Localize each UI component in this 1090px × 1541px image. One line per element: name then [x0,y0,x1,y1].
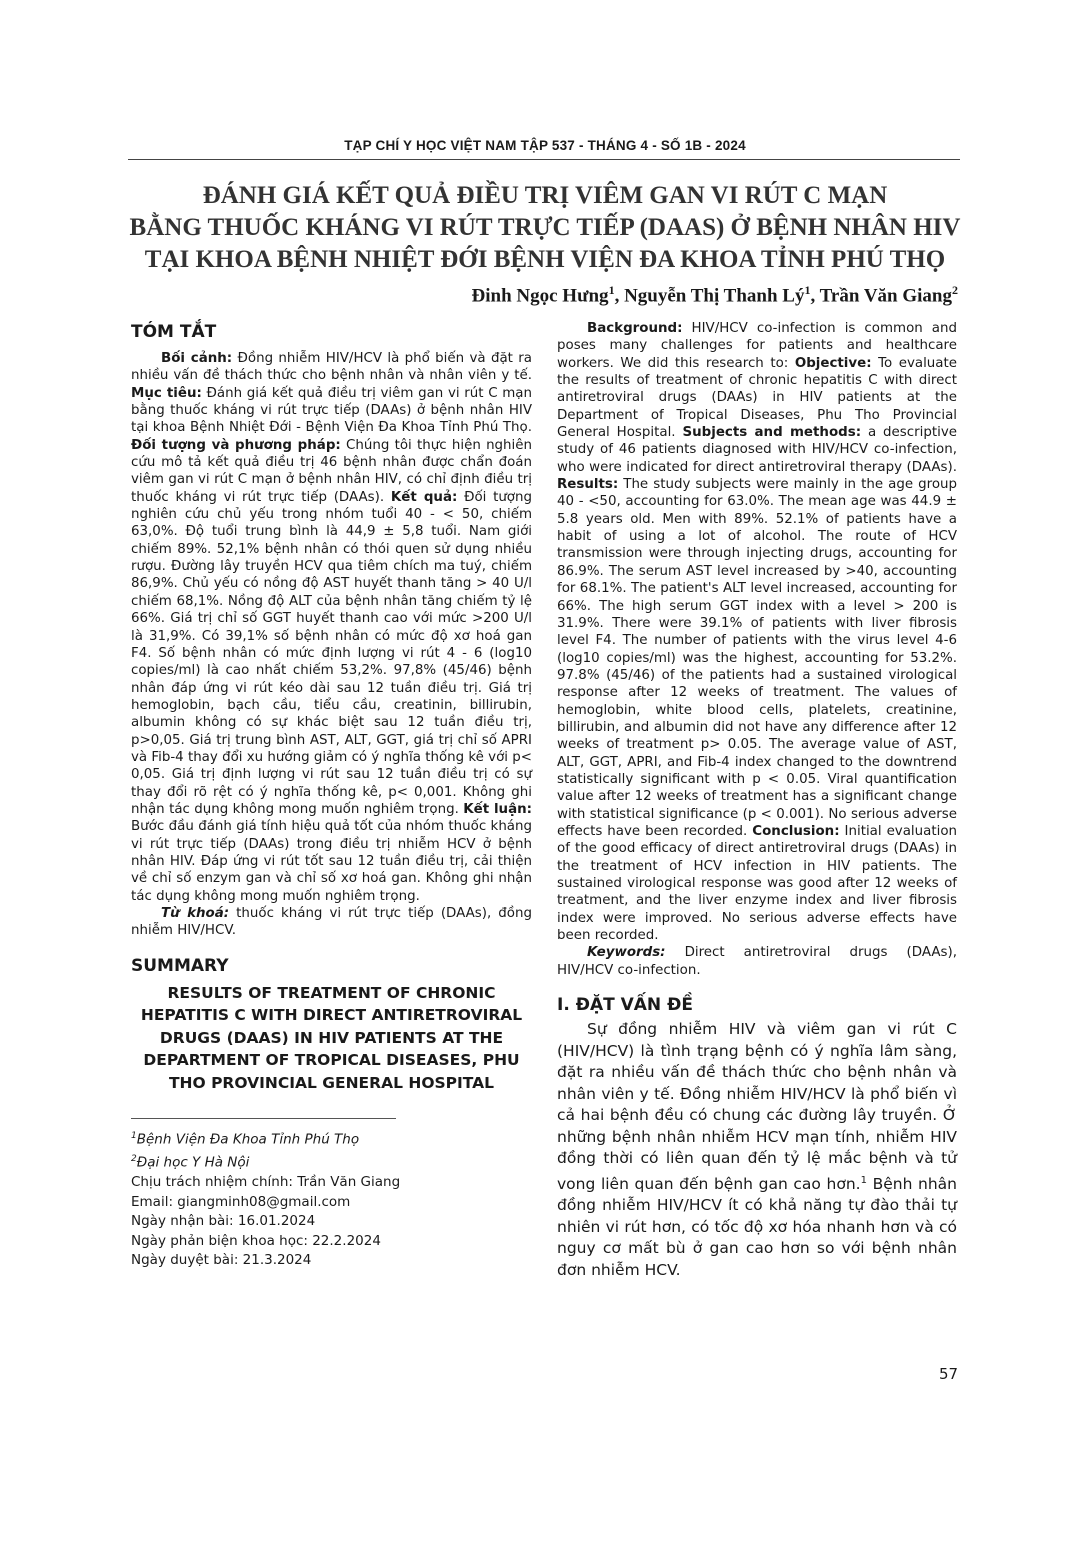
abstract-text: HIV/HCV co-infection is common and poses many challenges for patients and healthcare workers. We did this research to: [557,321,957,371]
affiliation-text: Bệnh Viện Đa Khoa Tỉnh Phú Thọ [136,1131,360,1148]
accepted-date: Ngày duyệt bài: 21.3.2024 [131,1252,312,1269]
right-column [557,320,957,1281]
affiliation-2 [131,1150,532,1173]
introduction-heading: I. ĐẶT VẤN ĐỀ [557,995,693,1016]
abstract-text: The study subjects were mainly in the age group 40 - <50, accounting for 63.0%. The mean age was 44.9 ± 5.8 years old. Men with 89%. 52.1% of patients have a habit of using a lot of alcohol. The route of HCV transmission were through injecting drugs, accounting for 86.9%. The serum AST level increased by >40, accounting for 68.1%. The patient's ALT level increased, accounting for 66%. The high serum GGT index with a level > 200 is 31.9%. There were 39.1% of patients with liver fibrosis level F4. The number of patients with the virus level 4-6 (log10 copies/ml) was the highest, accounting for 53.2%. 97.8% (45/46) of the patients had a sustained virological response after 12 weeks of treatment. The values of hemoglobin, white blood cells, platelets, creatinine, billirubin, and albumin did not have any difference after 12 weeks of treatment p> 0.05. The average value of AST, ALT, GGT, APRI, and Fib-4 index changed to the downtrend statistically significant with p < 0.05. Viral quantification value after 12 weeks of treatment has a significant change with statistical significance (p < 0.001). No serious adverse effects have been recorded. [557,477,957,839]
author-separator: , [614,285,625,307]
journal-header: TẠP CHÍ Y HỌC VIỆT NAM TẬP 537 - THÁNG 4 - SỐ 1B - 2024 [344,138,746,153]
affiliation-mark: 2 [952,283,958,297]
keywords-text: thuốc kháng vi rút trực tiếp (DAAs), đồng nhiễm HIV/HCV. [131,906,532,939]
header-rule [128,159,960,160]
abstract-text: Initial evaluation of the good efficacy of direct antiretroviral drugs (DAAs) in the treatment of HCV infection in HIV patients. The sustained virological response was good after 12 weeks of treatment, and the liver enzyme index and liver fibrosis index were improved. No serious adverse effects have been recorded. [557,823,957,944]
vietnamese-abstract [131,350,532,905]
english-title: RESULTS OF TREATMENT OF CHRONIC HEPATITIS C WITH DIRECT ANTIRETROVIRAL DRUGS (DAAS) IN HIV PATIENTS AT THE DEPARTMENT OF TROPICAL DISEASES, PHU THO PROVINCIAL GENERAL HOSPITAL [140,983,523,1092]
abstract-text: Chúng tôi thực hiện nghiên cứu mô tả kết quả điều trị 46 bệnh nhân được chẩn đoán viêm gan vi rút C mạn ở bệnh nhân HIV, có chỉ định điều trị thuốc kháng vi rút trực tiếp (DAAs). [131,437,532,505]
author-list [472,283,958,307]
author-separator: , [810,285,820,307]
abstract-label: Mục tiêu: [131,385,202,401]
abstract-label: Kết quả: [390,489,458,505]
abstract-text: Đối tượng nghiên cứu chủ yếu trong nhóm tuổi 40 - < 50, chiếm 63,0%. Độ tuổi trung bình là 44,9 ± 5,8 tuổi. Nam giới chiếm 89%. 52,1% bệnh nhân có thói quen sử dụng nhiều rượu. Đường lây truyền HCV qua tiêm chích ma tuý, chiếm 86,9%. Chủ yếu có nồng độ AST huyết thanh tăng > 40 U/l chiếm 68,1%. Nồng độ ALT của bệnh nhân tăng chiếm tỷ lệ 66%. Giá trị chỉ số GGT huyết thanh cao với mức >200 U/l là 31,9%. Có 39,1% số bệnh nhân có mức độ xơ hoá gan F4. Số bệnh nhân có mức định lượng vi rút 4 - 6 (log10 copies/ml) là cao nhất chiếm 53,2%. 97,8% (45/46) bệnh nhân đáp ứng vi rút kéo dài sau 12 tuần điều trị. Giá trị hemoglobin, bạch cầu, tiểu cầu, creatinin, billirubin, albumin không có sự khác biệt sau 12 tuần điều trị, p>0,05. Giá trị trung bình AST, ALT, GGT, giá trị chỉ số APRI và Fib-4 thay đổi xu hướng giảm có ý nghĩa thống kê với p< 0,05. Giá trị định lượng vi rút sau 12 tuần điều trị có sự thay đổi rõ rệt có ý nghĩa thống kê, p< 0,001. Không ghi nhận tác dụng không mong muốn nghiêm trọng. [131,489,532,817]
author-name: Trần Văn Giang [819,285,952,307]
abstract-label: Kết luận: [463,801,532,817]
abstract-text: Đồng nhiễm HIV/HCV là phổ biến và đặt ra nhiều vấn đề thách thức cho bệnh nhân và nhân viên y tế. [131,351,532,384]
corresponding-author: Chịu trách nhiệm chính: Trần Văn Giang [131,1174,401,1191]
vietnamese-keywords [131,905,532,940]
affiliation-1 [131,1127,532,1150]
affiliation-mark: 1 [608,283,615,297]
english-keywords [557,944,957,979]
affiliation-mark: 1 [804,283,811,297]
page-number: 57 [939,1365,959,1383]
author-name: Đinh Ngọc Hưng [471,285,609,307]
keywords-label: Từ khoá: [161,906,230,921]
abstract-label: Objective: [794,355,872,371]
affiliation-text: Đại học Y Hà Nội [136,1154,250,1171]
abstract-text: a descriptive study of 46 patients diagnosed with HIV/HCV co-infection, who were indicated for direct antiretroviral therapy (DAAs). [557,425,957,475]
author-name: Nguyễn Thị Thanh Lý [624,285,805,307]
footnote-mark: 1 [131,1131,137,1142]
abstract-label: Đối tượng và phương pháp: [131,437,341,453]
abstract-label: Conclusion: [752,823,840,839]
review-date: Ngày phản biện khoa học: 22.2.2024 [131,1232,381,1249]
abstract-label: Background: [587,321,683,336]
left-column [131,320,532,1271]
introduction-text: Sự đồng nhiễm HIV và viêm gan vi rút C (HIV/HCV) là tình trạng bệnh có ý nghĩa lâm sàng, đặt ra nhiều vấn đề thách thức cho bệnh nhân và nhân viên y tế. Đồng nhiễm HIV/HCV là phổ biến vì cả hai bệnh đều có chung các đường lây truyền. Ở những bệnh nhân nhiễm HCV mạn tính, nhiễm HIV đồng thời có liên quan đến tỷ lệ mắc bệnh và tử vong liên quan đến bệnh gan cao hơn.$^1$ Bệnh nhân đồng nhiễm HIV/HCV ít có khả năng tự đào thải tự nhiên vi rút hơn, có tốc độ xơ hóa nhanh hơn và có nguy cơ mất bù ở gan cao hơn so với bệnh nhân đơn nhiễm HCV. [557,1020,958,1279]
abstract-text: Bước đầu đánh giá tính hiệu quả tốt của nhóm thuốc kháng vi rút trực tiếp (DAAs) trong điều trị nhiễm HCV ở bệnh nhân HIV. Đáp ứng vi rút tốt sau 12 tuần điều trị, cải thiện về chỉ số enzym gan và chỉ số xơ hoá gan. Không ghi nhận tác dụng không mong muốn nghiêm trọng. [131,819,532,904]
keywords-label: Keywords: [587,945,666,961]
abstract-text: Đánh giá kết quả điều trị viêm gan vi rút C mạn bằng thuốc kháng vi rút trực tiếp (DAAs) ở bệnh nhân HIV tại khoa Bệnh Nhiệt Đới - Bệnh Viện Đa Khoa Tỉnh Phú Thọ. [131,385,533,436]
tom-tat-heading: TÓM TẮT [131,322,217,342]
email: Email: giangminh08@gmail.com [131,1193,351,1210]
title-line: ĐÁNH GIÁ KẾT QUẢ ĐIỀU TRỊ VIÊM GAN VI RÚT C MẠN [202,182,888,209]
summary-heading: SUMMARY [131,955,229,976]
abstract-text: To evaluate the results of treatment of chronic hepatitis C with direct antiretroviral drugs (DAAs) in HIV patients at the Department of Tropical Diseases, Phu Tho Provincial General Hospital. [557,355,957,441]
footnote-mark: 2 [131,1154,137,1165]
english-abstract [557,320,957,944]
article-title [100,180,990,276]
received-date: Ngày nhận bài: 16.01.2024 [131,1213,316,1230]
keywords-text: Direct antiretroviral drugs (DAAs), HIV/HCV co-infection. [557,945,957,978]
abstract-label: Bối cảnh: [161,351,233,366]
citation-mark: 1 [860,1174,867,1186]
abstract-label: Results: [557,477,619,493]
abstract-label: Subjects and methods: [682,425,862,441]
footnote-rule [131,1118,396,1119]
title-line: BẰNG THUỐC KHÁNG VI RÚT TRỰC TIẾP (DAAS) Ở BỆNH NHÂN HIV [129,214,961,241]
title-line: TẠI KHOA BỆNH NHIỆT ĐỚI BỆNH VIỆN ĐA KHOA TỈNH PHÚ THỌ [144,246,946,273]
